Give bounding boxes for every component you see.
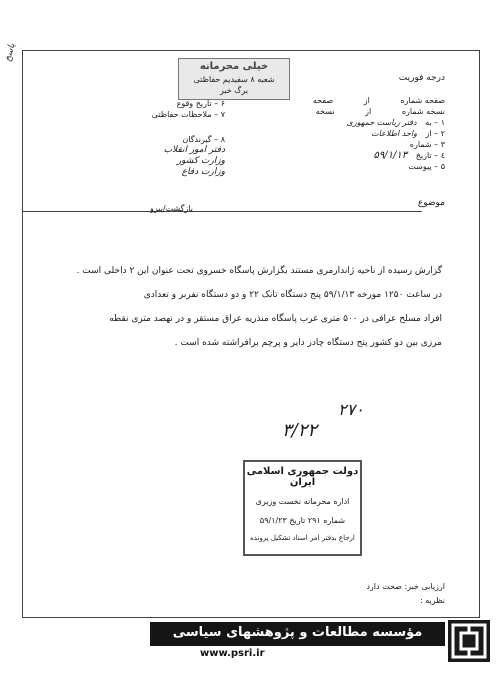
recipient-item: وزارت دفاع xyxy=(181,167,225,177)
body-line: مرزی بین دو کشور پنج دستگاه چادر دایر و پرچم برافراشته شده است . xyxy=(174,338,442,348)
meta-label: نسخه شماره xyxy=(401,107,445,116)
evaluation-label: ارزیابی خبر: صحت دارد xyxy=(366,582,445,591)
meta-connector: از xyxy=(365,107,372,116)
remarks-label: نظریه : xyxy=(420,596,445,605)
meta-label: ٤ – تاریخ xyxy=(415,151,445,160)
meta-row xyxy=(270,150,445,161)
body-line: افراد مسلح عراقی در ۵۰۰ متری غرب پاسگاه منذریه عراق مستقر و در نهصد متری نقطه xyxy=(109,314,442,324)
recipient-item: وزارت کشور xyxy=(176,156,225,166)
priority-label: درجه فوریت xyxy=(398,73,445,83)
logo-knot-icon xyxy=(448,620,490,662)
stamp-line: دولت جمهوری اسلامی ایران xyxy=(246,466,359,488)
classification-sub: شعبه ۸ سفیدیم حفاظتی xyxy=(193,75,275,84)
meta-value: واحد اطلاعات xyxy=(371,129,417,138)
form-type: برگ خبر xyxy=(219,86,249,95)
handwritten-number: ۲۷۰ xyxy=(338,400,364,419)
institute-name: مؤسسه مطالعات و پژوهشهای سیاسی xyxy=(172,625,423,640)
meta-row xyxy=(270,161,445,172)
recipient-item: دفتر امور انقلاب xyxy=(163,145,225,155)
meta-label: ۱ – به xyxy=(425,118,445,127)
meta-row xyxy=(270,139,445,150)
side-note: پاسخ xyxy=(2,42,18,63)
meta-suffix: صفحه xyxy=(312,96,334,105)
body-line: گزارش رسیده از ناحیه ژاندارمری مستند بگزارش پاسگاه خسروی تحت عنوان این ۲ داخلی است . xyxy=(76,266,442,276)
classification-title: خیلی محرمانه xyxy=(199,61,269,72)
institute-url: www.psri.ir xyxy=(200,648,265,659)
meta-left xyxy=(85,98,225,178)
date-of-event-label: ۶ – تاریخ وقوع xyxy=(176,99,225,108)
handwritten-initials: ۳/۲۲ xyxy=(282,420,318,441)
stamp-line: اداره محرمانه نخست وزیری xyxy=(255,497,350,506)
meta-value: دفتر ریاست جمهوری xyxy=(346,118,417,127)
meta-label: ۵ – پیوست xyxy=(408,162,445,171)
stamp-line: شماره ۲۹۱ تاریخ ۵۹/۱/۲۳ xyxy=(259,516,346,525)
meta-value: ۵۹/۱/۱۳ xyxy=(373,150,408,161)
meta-label: ۲ – از xyxy=(425,129,445,138)
meta-label: ۳ – شماره xyxy=(409,140,445,149)
meta-label: صفحه شماره xyxy=(400,96,445,105)
recipients-label: ۸ – گیرندگان xyxy=(182,135,225,144)
institute-logo-icon xyxy=(448,620,490,662)
body-line: در ساعت ۱۲۵۰ مورخه ۵۹/۱/۱۳ پنج دستگاه تانک ۲۲ و دو دستگاه نفربر و تعدادی xyxy=(143,290,442,300)
classification-stamp xyxy=(178,58,290,100)
meta-row xyxy=(270,95,445,106)
meta-connector: از xyxy=(363,96,370,105)
meta-row xyxy=(270,128,445,139)
subject-label: موضوع xyxy=(417,198,445,208)
return-label: بازگشت/پیرو xyxy=(150,204,193,213)
subject-underline xyxy=(22,211,422,212)
meta-right xyxy=(270,95,445,172)
meta-row xyxy=(270,117,445,128)
meta-suffix: نسخه xyxy=(315,107,335,116)
ministry-stamp xyxy=(243,460,362,556)
stamp-line: ارجاع بدفتر امر اسناد تشکیل پرونده xyxy=(250,534,355,542)
institute-banner xyxy=(150,622,445,646)
meta-row xyxy=(270,106,445,117)
security-notes-label: ۷ – ملاحظات حفاظتی xyxy=(151,110,225,119)
